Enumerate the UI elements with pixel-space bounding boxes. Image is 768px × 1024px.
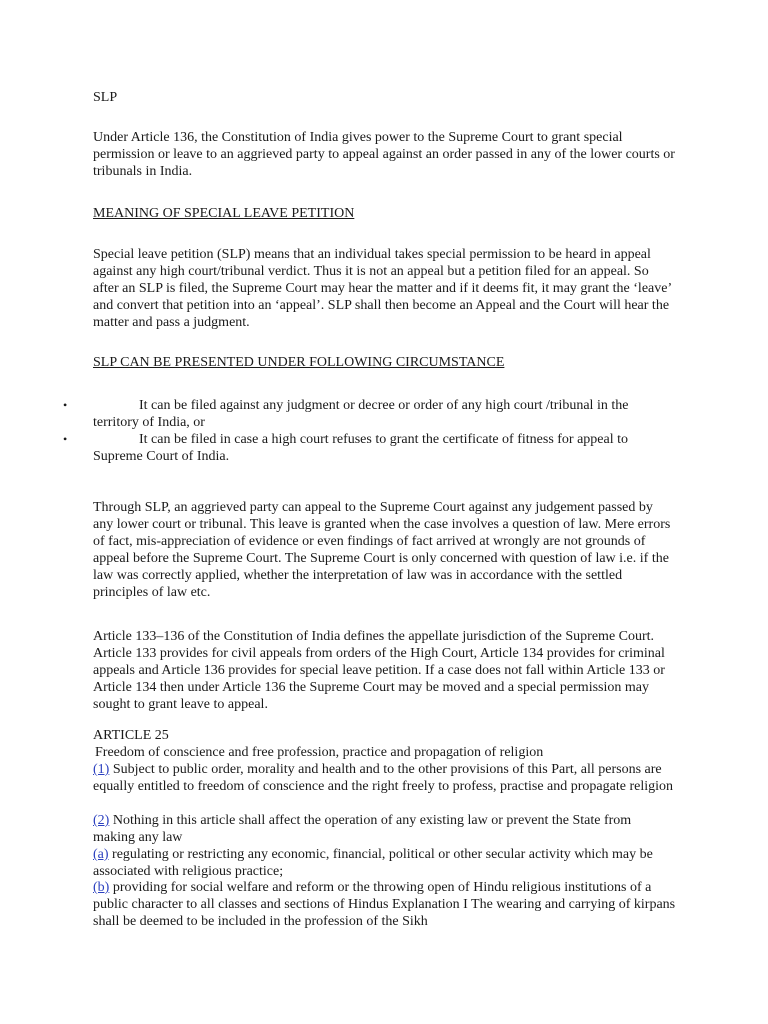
through-slp-paragraph: Through SLP, an aggrieved party can appeal to the Supreme Court against any judgement passed by any lower court or tribunal. This leave is granted when the case involves a question of law. Mere errors of fact, mis-appreciation of evidence or even findings of fact arrived at wrongly are not grounds of appeal before the Supreme Court. The Supreme Court is only concerned with question of law i.e. if the law was correctly applied, whether the interpretation of law was in accordance with the settled principles of law etc.	[93, 500, 671, 600]
bullet-icon: •	[63, 432, 68, 446]
clause-link[interactable]: (a)	[93, 847, 109, 862]
article-25-clause	[93, 846, 676, 880]
meaning-heading: MEANING OF SPECIAL LEAVE PETITION	[93, 206, 355, 221]
document-title: SLP	[93, 90, 118, 105]
clause-text: providing for social welfare and reform or the throwing open of Hindu religious institutions of a public character to all classes and sections of Hindus Explanation I The wearing and carrying of kirpans shall be deemed to be included in the profession of the Sikh	[93, 880, 676, 929]
clause-link[interactable]: (b)	[93, 880, 110, 895]
clause-link[interactable]: (1)	[93, 762, 110, 777]
clause-text: regulating or restricting any economic, financial, political or other secular activity which may be associated with religious practice;	[93, 847, 653, 879]
clause-link[interactable]: (2)	[93, 813, 110, 828]
bullet-text: It can be filed against any judgment or decree or order of any high court /tribunal in the territory of India, or	[93, 398, 629, 430]
bullet-text: It can be filed in case a high court refuses to grant the certificate of fitness for appeal to Supreme Court of India.	[93, 432, 629, 464]
article-25-heading: ARTICLE 25	[93, 728, 169, 743]
article-25-subtitle: Freedom of conscience and free profession, practice and propagation of religion	[95, 745, 544, 760]
clause-text: Subject to public order, morality and health and to the other provisions of this Part, all persons are equally entitled to freedom of conscience and the right freely to profess, practise and propagate religion	[93, 762, 674, 794]
clause-text: Nothing in this article shall affect the operation of any existing law or prevent the State from making any law	[93, 813, 632, 845]
list-item	[63, 397, 676, 431]
article-25-clause	[93, 879, 676, 930]
article-25-clause	[93, 761, 676, 795]
list-item	[63, 431, 676, 465]
bullet-icon: •	[63, 398, 68, 412]
article-25-clause	[93, 812, 676, 846]
intro-paragraph: Under Article 136, the Constitution of India gives power to the Supreme Court to grant special permission or leave to an aggrieved party to appeal against an order passed in any of the lower courts or tribunals in India.	[93, 130, 675, 179]
article-133-paragraph: Article 133–136 of the Constitution of India defines the appellate jurisdiction of the Supreme Court. Article 133 provides for civil appeals from orders of the High Court, Article 134 provides for criminal appeals and Article 136 provides for special leave petition. If a case does not fall within Article 133 or Article 134 then under Article 136 the Supreme Court may be moved and a special permission may sought to grant leave to appeal.	[93, 629, 665, 712]
circumstance-heading: SLP CAN BE PRESENTED UNDER FOLLOWING CIRCUMSTANCE	[93, 355, 505, 370]
meaning-paragraph: Special leave petition (SLP) means that an individual takes special permission to be heard in appeal against any high court/tribunal verdict. Thus it is not an appeal but a petition filed for an appeal. So after an SLP is filed, the Supreme Court may hear the matter and if it deems fit, it may grant the ‘leave’ and convert that petition into an ‘appeal’. SLP shall then become an Appeal and the Court will hear the matter and pass a judgment.	[93, 247, 672, 330]
